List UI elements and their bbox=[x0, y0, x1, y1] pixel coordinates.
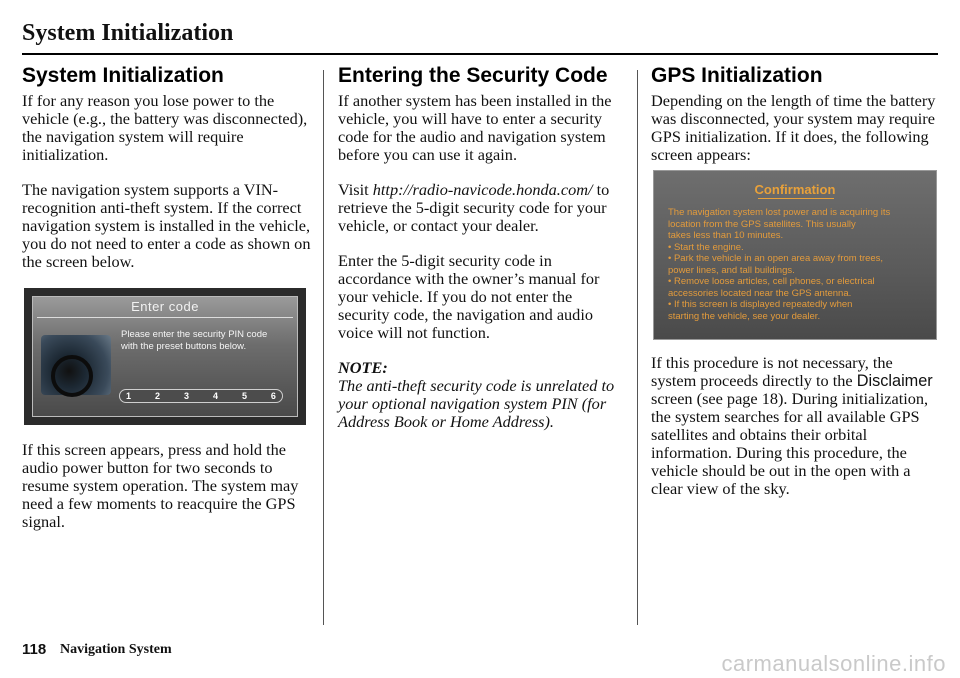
section-heading: Entering the Security Code bbox=[338, 64, 608, 87]
disclaimer-prefix: If this procedure is not necessary, the system proceeds directly to the bbox=[651, 353, 893, 390]
visit-prefix: Visit bbox=[338, 180, 369, 199]
preset-button-4: 4 bbox=[212, 391, 218, 401]
screen-line: • If this screen is displayed repeatedly when bbox=[668, 299, 853, 310]
screen-divider bbox=[37, 317, 293, 318]
screen-message bbox=[668, 207, 926, 322]
disclaimer-screen-name: Disclaimer bbox=[856, 372, 933, 390]
screen-line: power lines, and tall buildings. bbox=[668, 264, 795, 276]
preset-button-1: 1 bbox=[126, 391, 132, 401]
screen-message: Please enter the security PIN code with the preset buttons below. bbox=[121, 329, 268, 352]
column-system-initialization bbox=[22, 64, 312, 548]
preset-buttons bbox=[119, 389, 283, 403]
paragraph: Enter the 5-digit security code in accordance with the owner’s manual for your vehicle. If you do not enter the security code, the navigation and audio voice will not function. bbox=[338, 251, 600, 342]
screen-line: starting the vehicle, see your dealer. bbox=[668, 310, 821, 322]
paragraph: If for any reason you lose power to the vehicle (e.g., the battery was disconnected), the navigation system will require initialization. bbox=[22, 91, 308, 164]
watermark: carmanualsonline.info bbox=[721, 651, 946, 676]
screen-line: • Park the vehicle in an open area away from trees, bbox=[668, 253, 884, 264]
footer-label: Navigation System bbox=[60, 642, 172, 657]
screen-title: Enter code bbox=[131, 299, 199, 314]
column-divider bbox=[323, 70, 324, 625]
screen-line: The navigation system lost power and is acquiring its bbox=[668, 207, 891, 218]
column-gps-initialization bbox=[651, 64, 941, 515]
paragraph: If another system has been installed in the vehicle, you will have to enter a security code for the audio and navigation system before you can use it again. bbox=[338, 91, 612, 164]
preset-button-3: 3 bbox=[183, 391, 189, 401]
paragraph: If this screen appears, press and hold the audio power button for two seconds to resume system operation. The system may need a few moments to reacquire the GPS signal. bbox=[22, 440, 299, 531]
preset-button-2: 2 bbox=[154, 391, 160, 401]
screen-line: takes less than 10 minutes. bbox=[668, 230, 784, 241]
preset-button-6: 6 bbox=[270, 391, 276, 401]
paragraph bbox=[338, 181, 626, 235]
security-code-url[interactable]: http://radio-navicode.honda.com/ bbox=[372, 180, 593, 199]
paragraph: Depending on the length of time the battery was disconnected, your system may require GPS initialization. If it does, the following screen appears: bbox=[651, 91, 936, 164]
page-title: System Initialization bbox=[22, 20, 234, 46]
paragraph bbox=[651, 354, 941, 498]
column-security-code bbox=[338, 64, 626, 448]
screen-divider bbox=[758, 198, 834, 199]
disclaimer-suffix: screen (see page 18). During initialization, the system searches for all available GPS satellites and obtains their orbital information. During this procedure, the vehicle should be out in the open with a clear view of the sky. bbox=[651, 389, 929, 498]
enter-code-screenshot bbox=[24, 288, 306, 425]
preset-button-5: 5 bbox=[241, 391, 247, 401]
title-rule bbox=[22, 53, 938, 55]
note-label: NOTE: bbox=[338, 358, 388, 377]
section-heading: GPS Initialization bbox=[651, 64, 823, 87]
page-number: 118 bbox=[22, 641, 47, 658]
paragraph: The navigation system supports a VIN-recognition anti-theft system. If the correct navigation system is installed in the vehicle, you do not need to enter a code as shown on the screen below. bbox=[22, 180, 311, 271]
screen-title: Confirmation bbox=[754, 182, 836, 197]
confirmation-screenshot bbox=[653, 170, 937, 340]
section-heading: System Initialization bbox=[22, 64, 224, 87]
note-text: The anti-theft security code is unrelated to your optional navigation system PIN (for Address Book or Home Address). bbox=[338, 376, 615, 431]
visit-suffix: to retrieve the 5-digit security code for your vehicle, or contact your dealer. bbox=[338, 180, 610, 235]
screen-line: accessories located near the GPS antenna. bbox=[668, 287, 852, 299]
column-divider bbox=[637, 70, 638, 625]
steering-wheel-icon bbox=[51, 355, 93, 397]
screen-line: • Remove loose articles, cell phones, or electrical bbox=[668, 276, 875, 287]
screen-line: • Start the engine. bbox=[668, 241, 744, 253]
screen-line: location from the GPS satellites. This usually bbox=[668, 218, 856, 230]
